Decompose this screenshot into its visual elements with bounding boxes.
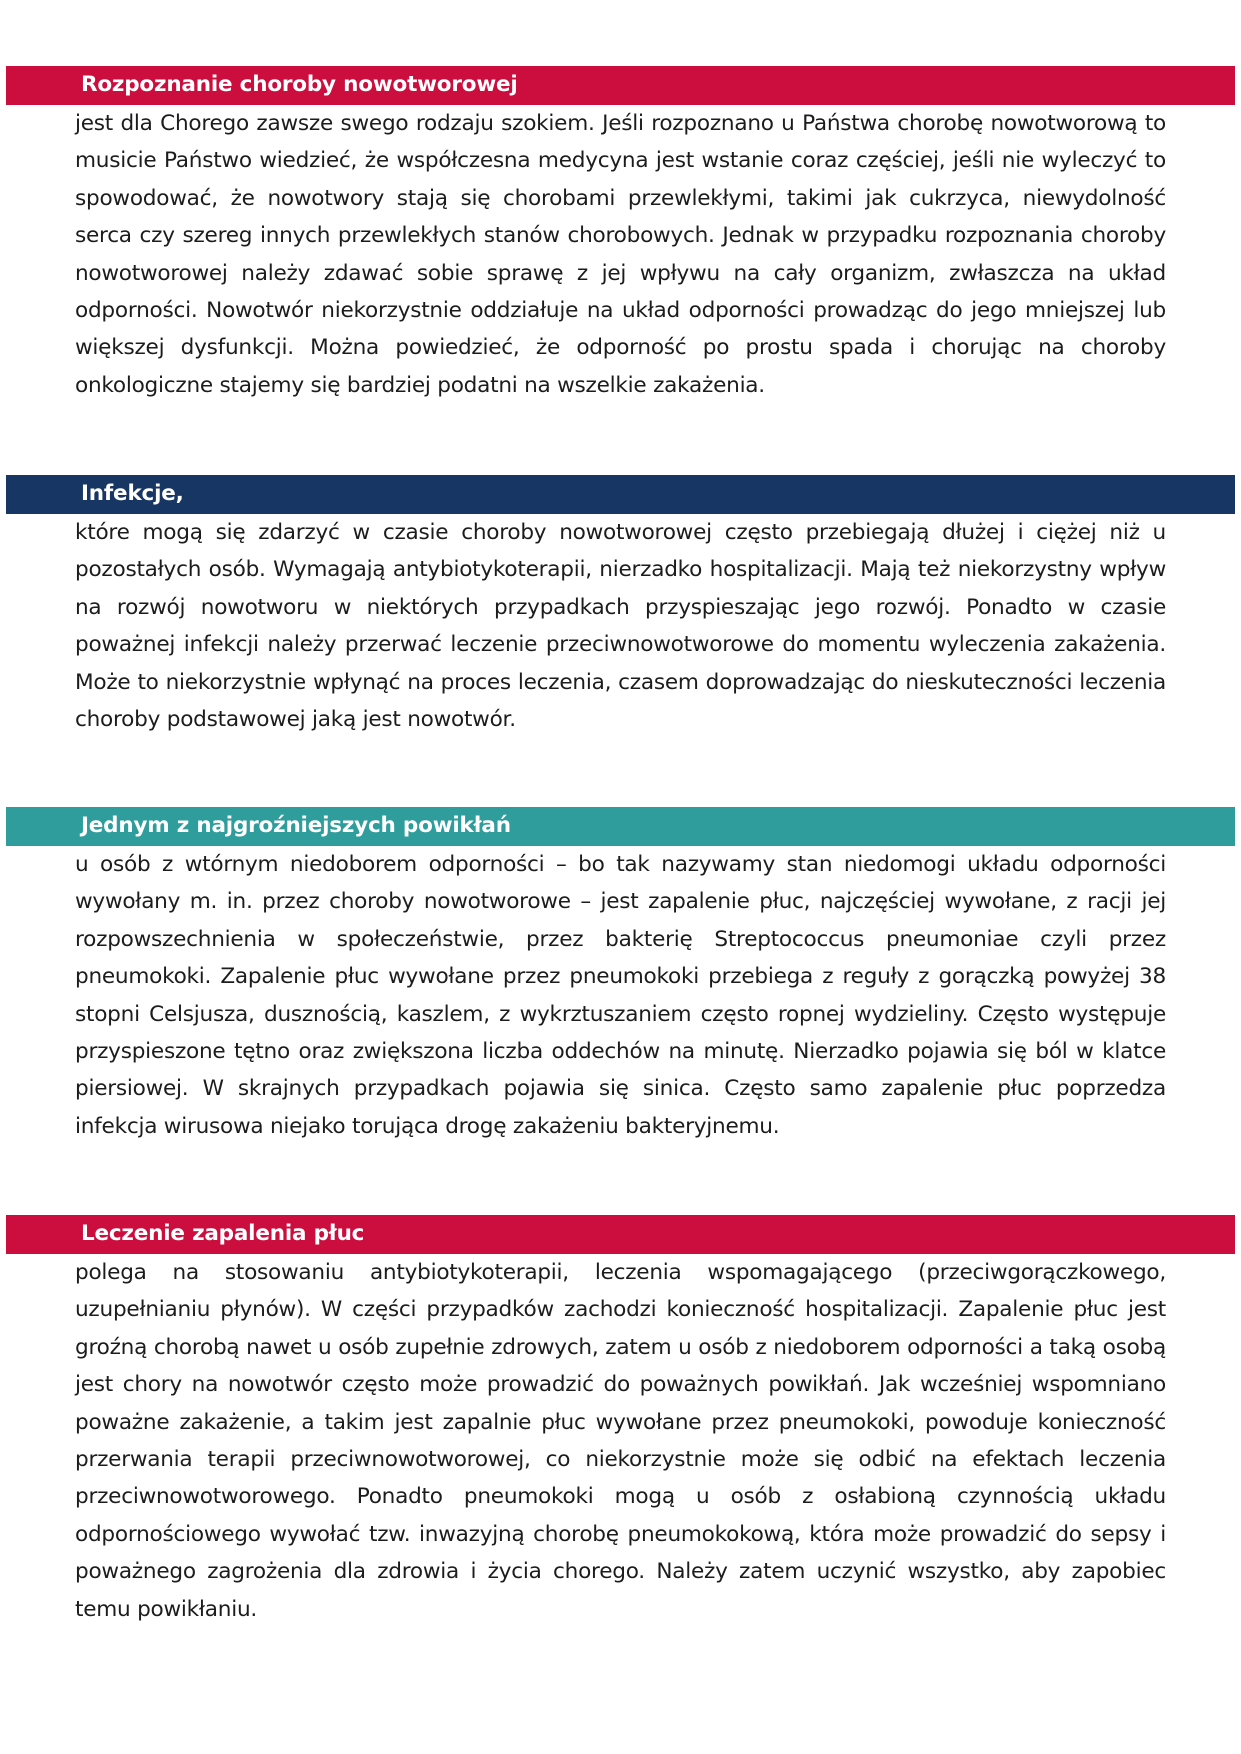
section-3-body: u osób z wtórnym niedoborem odporności – bo tak nazywamy stan niedomogi układu odporności wywołany m. in. przez choroby nowotworowe – jest zapalenie płuc, najczęściej wywołane, z racji jej rozpowszechnienia w społeczeństwie, przez bakterię Streptococcus pneumoniae czyli przez pneumokoki. Zapalenie płuc wywołane przez pneumokoki przebiega z reguły z gorączką powyżej 38 stopni Celsjusza, dusznością, kaszlem, z wykrztuszaniem często ropnej wydzieliny. Często występuje przyspieszone tętno oraz zwiększona liczba oddechów na minutę. Nierzadko pojawia się ból w klatce piersiowej. W skrajnych przypadkach pojawia się sinica. Często samo zapalenie płuc poprzedza infekcja wirusowa niejako torująca drogę zakażeniu bakteryjnemu. xyxy=(75,852,1166,1139)
section-2-heading-band xyxy=(6,475,1235,514)
section-4-heading: Leczenie zapalenia płuc xyxy=(81,1221,365,1246)
section-2-heading: Infekcje, xyxy=(81,481,184,506)
section-2-body: które mogą się zdarzyć w czasie choroby nowotworowej często przebiegają dłużej i ciężej niż u pozostałych osób. Wymagają antybiotykoterapii, nierzadko hospitalizacji. Mają też niekorzystny wpływ na rozwój nowotworu w niektórych przypadkach przyspieszając jego rozwój. Ponadto w czasie poważnej infekcji należy przerwać leczenie przeciwnowotworowe do momentu wyleczenia zakażenia. Może to niekorzystnie wpłynąć na proces leczenia, czasem doprowadzając do nieskuteczności leczenia choroby podstawowej jaką jest nowotwór. xyxy=(75,520,1166,733)
section-4-body: polega na stosowaniu antybiotykoterapii, leczenia wspomagającego (przeciwgorączkowego, uzupełnianiu płynów). W części przypadków zachodzi konieczność hospitalizacji. Zapalenie płuc jest groźną chorobą nawet u osób zupełnie zdrowych, zatem u osób z niedoborem odporności a taką osobą jest chory na nowotwór często może prowadzić do poważnych powikłań. Jak wcześniej wspomniano poważne zakażenie, a takim jest zapalnie płuc wywołane przez pneumokoki, powoduje konieczność przerwania terapii przeciwnowotworowej, co niekorzystnie może się odbić na efektach leczenia przeciwnowotworowego. Ponadto pneumokoki mogą u osób z osłabioną czynnością układu odpornościowego wywołać tzw. inwazyjną chorobę pneumokokową, która może prowadzić do sepsy i poważnego zagrożenia dla zdrowia i życia chorego. Należy zatem uczynić wszystko, aby zapobiec temu powikłaniu. xyxy=(75,1260,1166,1622)
section-1-heading: Rozpoznanie choroby nowotworowej xyxy=(81,72,518,97)
section-3-heading-band xyxy=(6,807,1235,846)
section-1-body: jest dla Chorego zawsze swego rodzaju szokiem. Jeśli rozpoznano u Państwa chorobę nowotworową to musicie Państwo wiedzieć, że współczesna medycyna jest wstanie coraz częściej, jeśli nie wyleczyć to spowodować, że nowotwory stają się chorobami przewlekłymi, takimi jak cukrzyca, niewydolność serca czy szereg innych przewlekłych stanów chorobowych. Jednak w przypadku rozpoznania choroby nowotworowej należy zdawać sobie sprawę z jej wpływu na cały organizm, zwłaszcza na układ odporności. Nowotwór niekorzystnie oddziałuje na układ odporności prowadząc do jego mniejszej lub większej dysfunkcji. Można powiedzieć, że odporność po prostu spada i chorując na choroby onkologiczne stajemy się bardziej podatni na wszelkie zakażenia. xyxy=(75,111,1166,398)
section-1-heading-band xyxy=(6,66,1235,105)
section-4-heading-band xyxy=(6,1215,1235,1254)
section-3-heading: Jednym z najgroźniejszych powikłań xyxy=(81,813,511,838)
